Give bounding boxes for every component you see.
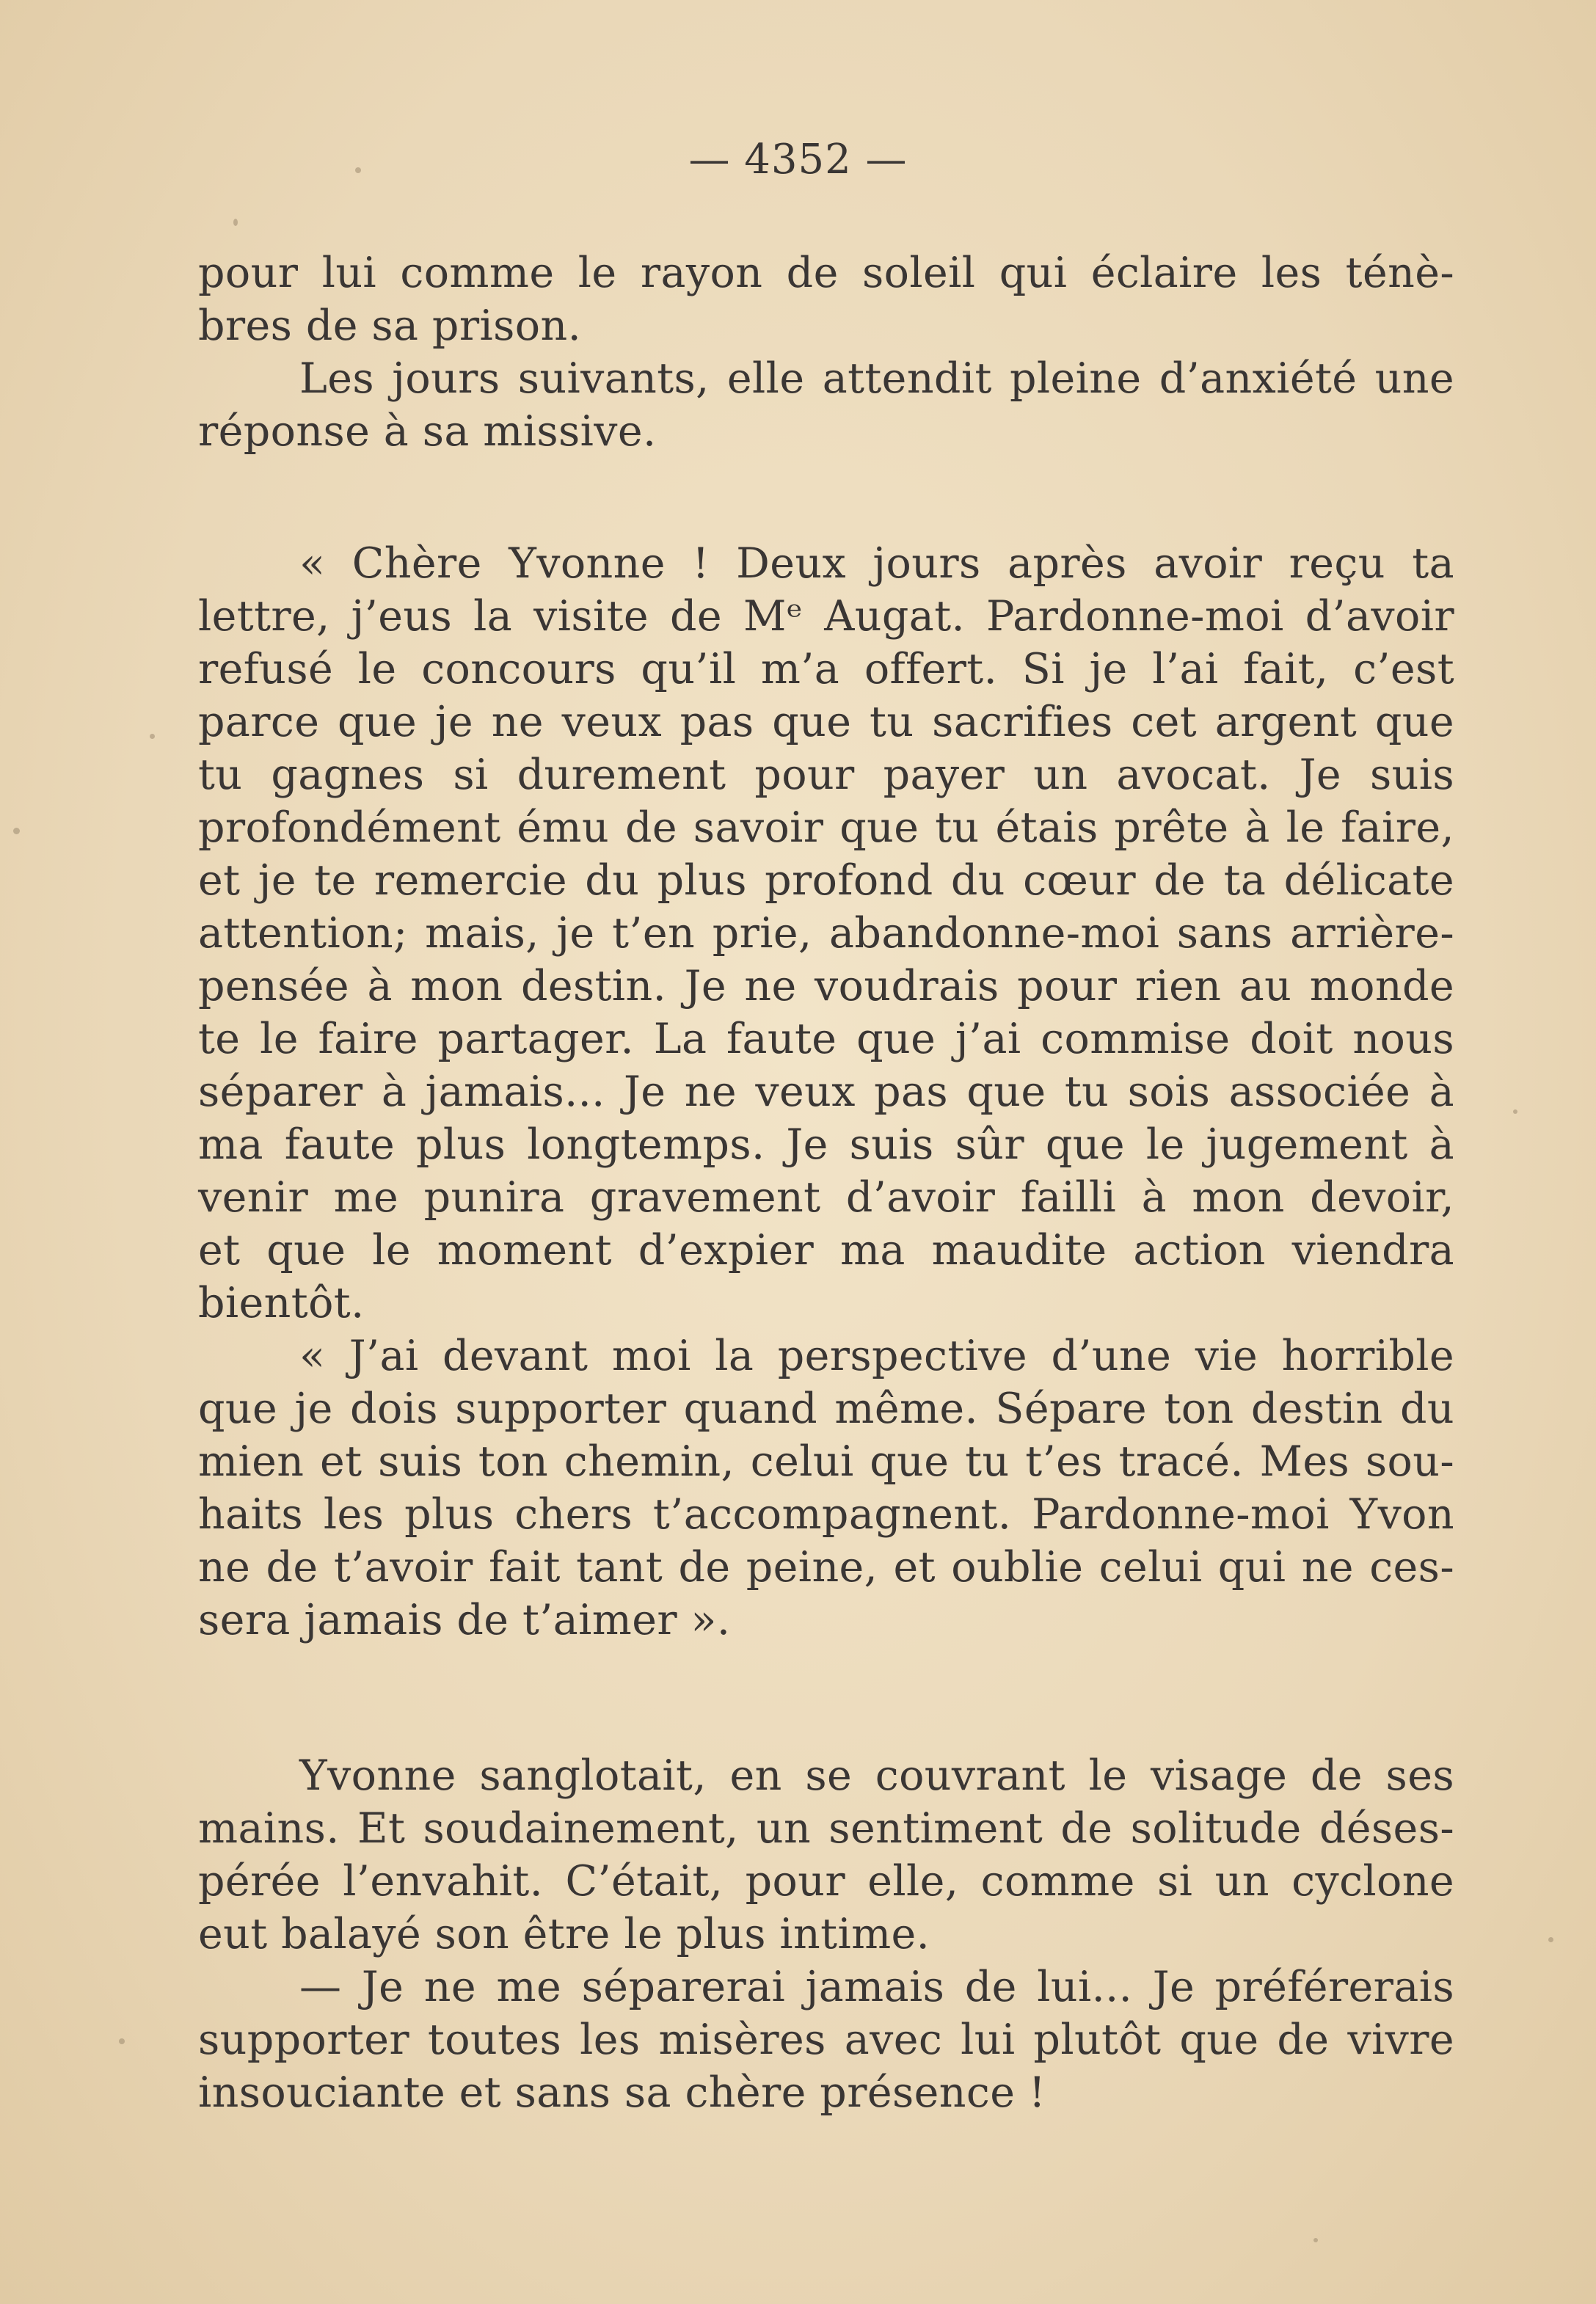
text-line: Les jours suivants, elle attendit pleine d’anxiété une (299, 354, 1454, 403)
text-line: te le faire partager. La faute que j’ai commise doit nous (198, 1015, 1454, 1063)
text-line: refusé le concours qu’il m’a offert. Si je l’ai fait, c’est (198, 645, 1454, 693)
text-line: « J’ai devant moi la perspective d’une vie horrible (299, 1332, 1454, 1380)
text-line: parce que je ne veux pas que tu sacrifies cet argent que (198, 698, 1454, 746)
text-line: attention; mais, je t’en prie, abandonne-moi sans arrière- (198, 909, 1454, 958)
paper-speck (355, 167, 361, 173)
text-line: et je te remercie du plus profond du cœur de ta délicate (198, 856, 1454, 905)
text-line: bientôt. (198, 1279, 365, 1327)
text-line: insouciante et sans sa chère présence ! (198, 2068, 1046, 2117)
text-line: sera jamais de t’aimer ». (198, 1596, 731, 1644)
text-line: lettre, j’eus la visite de Mᵉ Augat. Pardonne-moi d’avoir (198, 592, 1454, 641)
text-line: — Je ne me séparerai jamais de lui... Je préférerais (299, 1963, 1454, 2011)
text-line: bres de sa prison. (198, 302, 582, 350)
text-line: « Chère Yvonne ! Deux jours après avoir reçu ta (299, 539, 1454, 588)
text-line: eut balayé son être le plus intime. (198, 1910, 930, 1958)
paper-speck (13, 828, 20, 834)
text-line: séparer à jamais... Je ne veux pas que tu sois associée à (198, 1068, 1454, 1116)
paper-speck (1313, 2238, 1318, 2242)
text-line: pensée à mon destin. Je ne voudrais pour rien au monde (198, 962, 1454, 1010)
text-line: ne de t’avoir fait tant de peine, et oublie celui qui ne ces- (198, 1543, 1454, 1592)
text-line: tu gagnes si durement pour payer un avocat. Je suis (198, 751, 1454, 799)
text-line: que je dois supporter quand même. Sépare ton destin du (198, 1385, 1454, 1433)
paper-speck (1548, 1937, 1553, 1942)
paper-speck (119, 2038, 125, 2044)
text-line: mien et suis ton chemin, celui que tu t’es tracé. Mes sou- (198, 1437, 1454, 1486)
text-line: supporter toutes les misères avec lui plutôt que de vivre (198, 2016, 1454, 2064)
text-line: haits les plus chers t’accompagnent. Pardonne-moi Yvon (198, 1490, 1454, 1539)
text-line: Yvonne sanglotait, en se couvrant le visage de ses (299, 1751, 1454, 1800)
page-number: — 4352 — (688, 136, 908, 183)
text-line: ma faute plus longtemps. Je suis sûr que le jugement à (198, 1120, 1454, 1169)
text-line: pérée l’envahit. C’était, pour elle, comme si un cyclone (198, 1857, 1454, 1906)
text-line: réponse à sa missive. (198, 407, 657, 456)
text-line: mains. Et soudainement, un sentiment de solitude déses- (198, 1804, 1454, 1853)
text-line: profondément ému de savoir que tu étais prête à le faire, (198, 803, 1454, 852)
paper-speck (233, 219, 238, 226)
text-line: pour lui comme le rayon de soleil qui éclaire les ténè- (198, 249, 1454, 297)
text-line: venir me punira gravement d’avoir failli à mon devoir, (198, 1173, 1454, 1222)
text-line: et que le moment d’expier ma maudite action viendra (198, 1226, 1454, 1275)
paper-speck (150, 734, 155, 739)
paper-speck (1513, 1109, 1517, 1114)
